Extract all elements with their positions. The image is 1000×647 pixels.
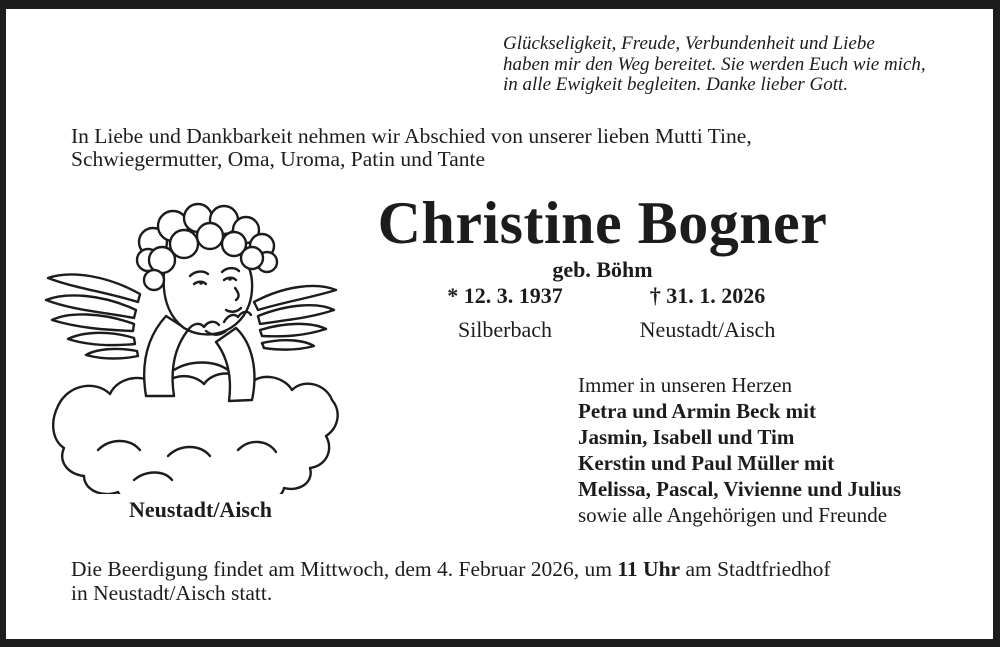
funeral-time: 11 Uhr [617, 557, 681, 581]
quote-line: haben mir den Weg bereitet. Sie werden Euch wie mich, [503, 53, 926, 75]
cherub-angel-icon [38, 198, 343, 494]
birth-place: Silberbach [457, 317, 553, 342]
mourners-block [578, 372, 901, 528]
mourner-line: Jasmin, Isabell und Tim [578, 425, 795, 449]
town-label: Neustadt/Aisch [128, 497, 272, 522]
birth-date: 12. 3. 1937 [463, 283, 563, 308]
maiden-name: geb. Böhm [552, 257, 653, 282]
death-date: 31. 1. 2026 [666, 283, 766, 308]
intro-line: In Liebe und Dankbarkeit nehmen wir Abschied von unserer lieben Mutti Tine, [71, 124, 752, 148]
birth-symbol: * [447, 283, 459, 308]
deceased-name: Christine Bogner [377, 190, 828, 256]
birth-block [425, 283, 585, 343]
name-block [350, 192, 855, 283]
funeral-text: Die Beerdigung findet am Mittwoch, dem 4. Februar 2026, um [71, 557, 618, 581]
mourners-closing: sowie alle Angehörigen und Freunde [578, 503, 888, 527]
death-place: Neustadt/Aisch [639, 317, 776, 342]
funeral-info [71, 557, 831, 605]
intro-text [71, 125, 752, 170]
mourner-line: Petra und Armin Beck mit [578, 399, 816, 423]
death-block [625, 283, 790, 343]
mourners-lead: Immer in unseren Herzen [578, 373, 792, 397]
mourner-line: Melissa, Pascal, Vivienne und Julius [578, 477, 902, 501]
funeral-text: am Stadtfriedhof [680, 557, 831, 581]
funeral-text: in Neustadt/Aisch statt. [71, 581, 273, 605]
intro-line: Schwiegermutter, Oma, Uroma, Patin und Tante [71, 146, 486, 171]
cherub-angel-illustration [38, 198, 343, 499]
epigraph-quote [503, 34, 926, 96]
mourner-line: Kerstin und Paul Müller mit [578, 451, 835, 475]
quote-line: Glückseligkeit, Freude, Verbundenheit und Liebe [503, 33, 875, 54]
death-symbol: † [649, 283, 661, 308]
quote-line: in alle Ewigkeit begleiten. Danke lieber Gott. [503, 74, 849, 95]
